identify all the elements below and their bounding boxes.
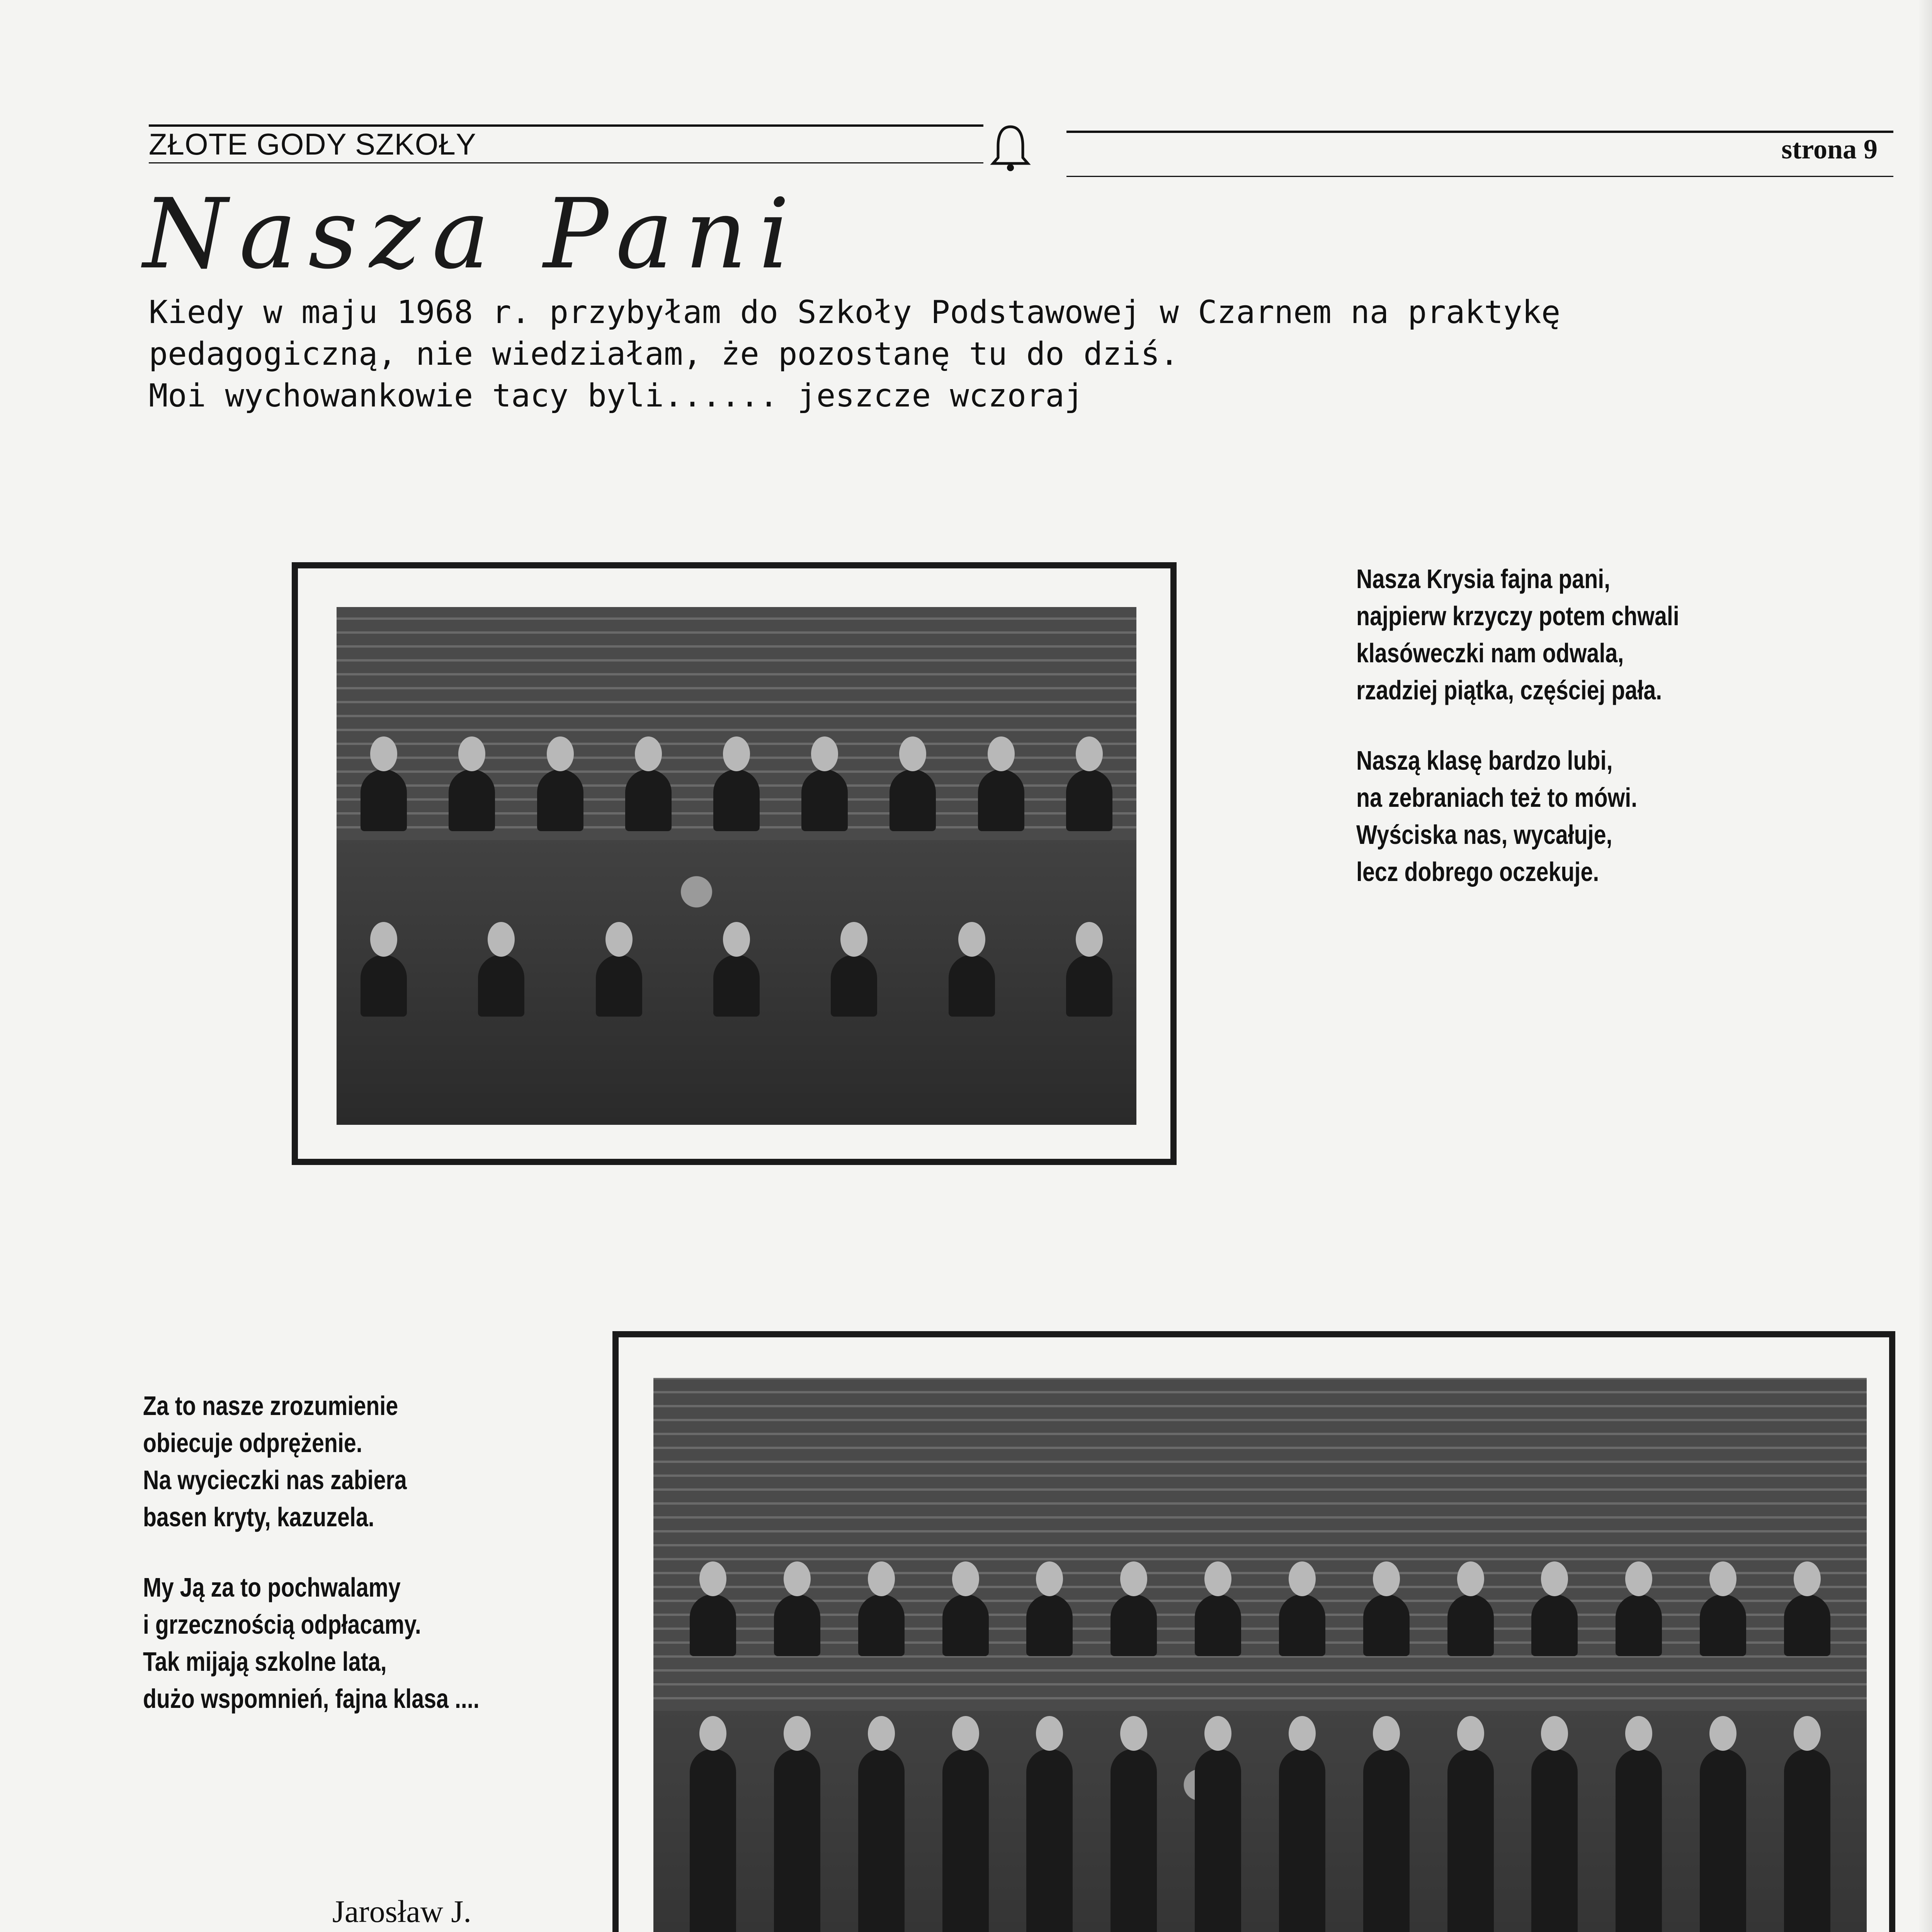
child-figure xyxy=(1784,1594,1830,1656)
child-figure xyxy=(889,769,936,831)
child-figure xyxy=(690,1594,736,1656)
child-figure xyxy=(1026,1749,1073,1932)
child-figure xyxy=(1700,1594,1746,1656)
child-figure xyxy=(361,769,407,831)
child-figure xyxy=(449,769,495,831)
class-photo-1 xyxy=(337,607,1136,1125)
child-figure xyxy=(1447,1749,1494,1932)
child-figure xyxy=(596,955,642,1017)
poem-author: Jarosław J. xyxy=(332,1894,471,1929)
child-figure xyxy=(1363,1594,1410,1656)
section-title: ZŁOTE GODY SZKOŁY xyxy=(149,127,476,161)
child-figure xyxy=(690,1749,736,1932)
child-figure xyxy=(625,769,672,831)
child-figure xyxy=(1195,1749,1241,1932)
child-figure xyxy=(1111,1749,1157,1932)
child-figure xyxy=(858,1594,905,1656)
child-figure xyxy=(978,769,1024,831)
poem-left xyxy=(143,1387,555,1750)
child-figure xyxy=(801,769,848,831)
child-figure xyxy=(1784,1749,1830,1932)
child-figure xyxy=(774,1594,820,1656)
class-photo-1-frame xyxy=(292,562,1177,1165)
child-figure xyxy=(774,1749,820,1932)
page-number: strona 9 xyxy=(1781,134,1878,165)
child-figure xyxy=(713,769,760,831)
child-figure xyxy=(478,955,524,1017)
child-figure xyxy=(1066,769,1112,831)
child-figure xyxy=(1531,1594,1578,1656)
child-figure xyxy=(1616,1594,1662,1656)
poem-stanza: Naszą klasę bardzo lubi, na zebraniach też to mówi. Wyściska nas, wycałuje, lecz dobrego oczekuje. xyxy=(1356,745,1638,887)
poem-stanza: My Ją za to pochwalamy i grzecznością odpłacamy. Tak mijają szkolne lata, dużo wspomnień, fajna klasa .... xyxy=(143,1572,480,1714)
child-figure xyxy=(1279,1594,1325,1656)
child-figure xyxy=(1700,1749,1746,1932)
child-figure xyxy=(831,955,877,1017)
header-rule-right-under xyxy=(1066,176,1893,177)
poem-right xyxy=(1356,560,1800,923)
child-figure xyxy=(942,1594,989,1656)
photo-2-row-back xyxy=(690,1594,1830,1656)
article-title: Nasza Pani xyxy=(143,178,801,290)
photo-2-wall xyxy=(653,1378,1867,1711)
poem-stanza: Za to nasze zrozumienie obiecuje odprężenie. Na wycieczki nas zabiera basen kryty, kazuzela. xyxy=(143,1391,407,1532)
child-figure xyxy=(858,1749,905,1932)
child-figure xyxy=(713,955,760,1017)
child-figure xyxy=(1616,1749,1662,1932)
header-rule-left-under xyxy=(149,162,983,163)
child-figure xyxy=(1531,1749,1578,1932)
child-figure xyxy=(1279,1749,1325,1932)
child-figure xyxy=(1026,1594,1073,1656)
child-figure xyxy=(942,1749,989,1932)
child-figure xyxy=(361,955,407,1017)
photo-1-row-front xyxy=(361,955,1112,1017)
child-figure xyxy=(1195,1594,1241,1656)
child-figure xyxy=(1363,1749,1410,1932)
child-figure xyxy=(1111,1594,1157,1656)
page-edge xyxy=(1918,0,1932,1932)
header-rule-left xyxy=(149,124,983,127)
class-photo-2-frame xyxy=(612,1331,1895,1932)
child-figure xyxy=(1066,955,1112,1017)
class-photo-2 xyxy=(653,1378,1867,1932)
child-figure xyxy=(949,955,995,1017)
bell-icon xyxy=(987,123,1034,173)
article-intro: Kiedy w maju 1968 r. przybyłam do Szkoły Podstawowej w Czarnem na praktykę pedagogiczną, nie wiedziałam, że pozostanę tu do dziś. Moi wychowankowie tacy byli...... jeszcze wczoraj xyxy=(149,294,1561,414)
poem-stanza: Nasza Krysia fajna pani, najpierw krzyczy potem chwali klasóweczki nam odwala, rzadziej piątka, częściej pała. xyxy=(1356,564,1679,705)
photo-2-row-front xyxy=(690,1749,1830,1932)
header-rule-right xyxy=(1066,131,1893,133)
child-figure xyxy=(1447,1594,1494,1656)
photo-1-row-back xyxy=(361,769,1112,831)
child-figure xyxy=(537,769,583,831)
